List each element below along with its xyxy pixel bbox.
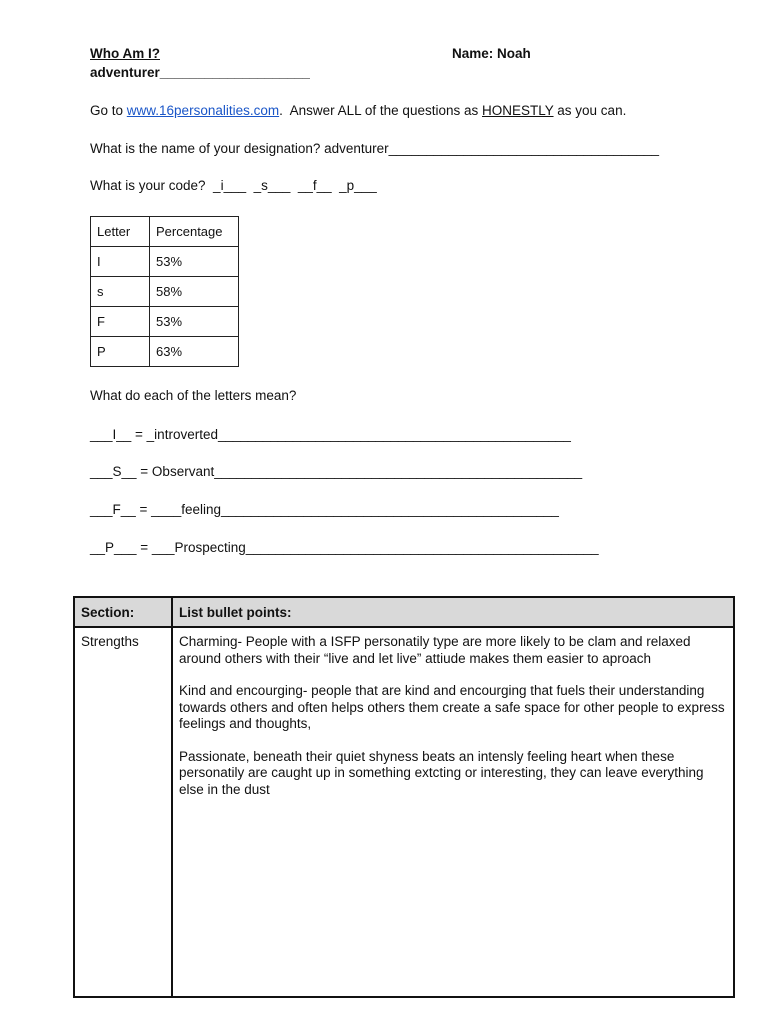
strengths-row — [74, 627, 734, 997]
letter-header: Letter — [91, 217, 150, 247]
honestly-emphasis: HONESTLY — [482, 103, 554, 118]
intro-prefix: Go to — [90, 103, 127, 118]
letter-cell: F — [91, 307, 150, 337]
section-header-row — [74, 597, 734, 627]
designation-header: adventurer____________________ — [90, 65, 310, 80]
letters-meaning-question: What do each of the letters mean? — [90, 388, 297, 403]
percentage-cell: 53% — [150, 247, 239, 277]
letter-percentage-table — [90, 216, 239, 367]
letter-cell: s — [91, 277, 150, 307]
table-row — [91, 277, 239, 307]
strength-point-charming: Charming- People with a ISFP personatily type are more likely to be clam and relaxed around others with their “live and let live” attiude makes them easier to aproach — [179, 634, 691, 666]
bullet-points-header: List bullet points: — [172, 597, 734, 627]
table-row — [91, 307, 239, 337]
meaning-line-p: __P___ = ___Prospecting_______________________________________________ — [90, 540, 599, 555]
letter-cell: P — [91, 337, 150, 367]
percentage-cell: 63% — [150, 337, 239, 367]
student-name: Name: Noah — [452, 46, 531, 61]
personality-site-link[interactable]: www.16personalities.com — [126, 103, 280, 118]
intro-suffix: as you can. — [553, 103, 627, 118]
section-name-cell: Strengths — [74, 627, 172, 997]
designation-question: What is the name of your designation? adventurer____________________________________ — [90, 141, 659, 156]
section-table — [73, 596, 735, 998]
intro-instructions — [90, 103, 626, 118]
code-question: What is your code? _i___ _s___ __f__ _p___ — [90, 178, 377, 193]
table-row — [91, 337, 239, 367]
strength-point-kind: Kind and encourging- people that are kind and encourging that fuels their understanding towards others and often helps others them create a safe space for other people to express feelings and thoughts, — [179, 683, 725, 731]
percentage-cell: 53% — [150, 307, 239, 337]
meaning-line-s: ___S__ = Observant_________________________________________________ — [90, 464, 583, 479]
section-header: Section: — [74, 597, 172, 627]
meaning-line-i: ___I__ = _introverted_______________________________________________ — [90, 427, 571, 442]
strength-point-passionate: Passionate, beneath their quiet shyness beats an intensly feeling heart when these personatily are caught up in something extcting or interesting, they can leave everything else in the dust — [179, 748, 704, 797]
percentage-header: Percentage — [150, 217, 239, 247]
table-row — [91, 247, 239, 277]
worksheet-title: Who Am I? — [90, 46, 160, 61]
percentage-cell: 58% — [150, 277, 239, 307]
meaning-line-f: ___F__ = ____feeling_____________________________________________ — [90, 502, 559, 517]
bullet-points-cell — [172, 627, 734, 997]
letter-cell: I — [91, 247, 150, 277]
intro-middle: . Answer ALL of the questions as — [279, 103, 482, 118]
table-header-row — [91, 217, 239, 247]
